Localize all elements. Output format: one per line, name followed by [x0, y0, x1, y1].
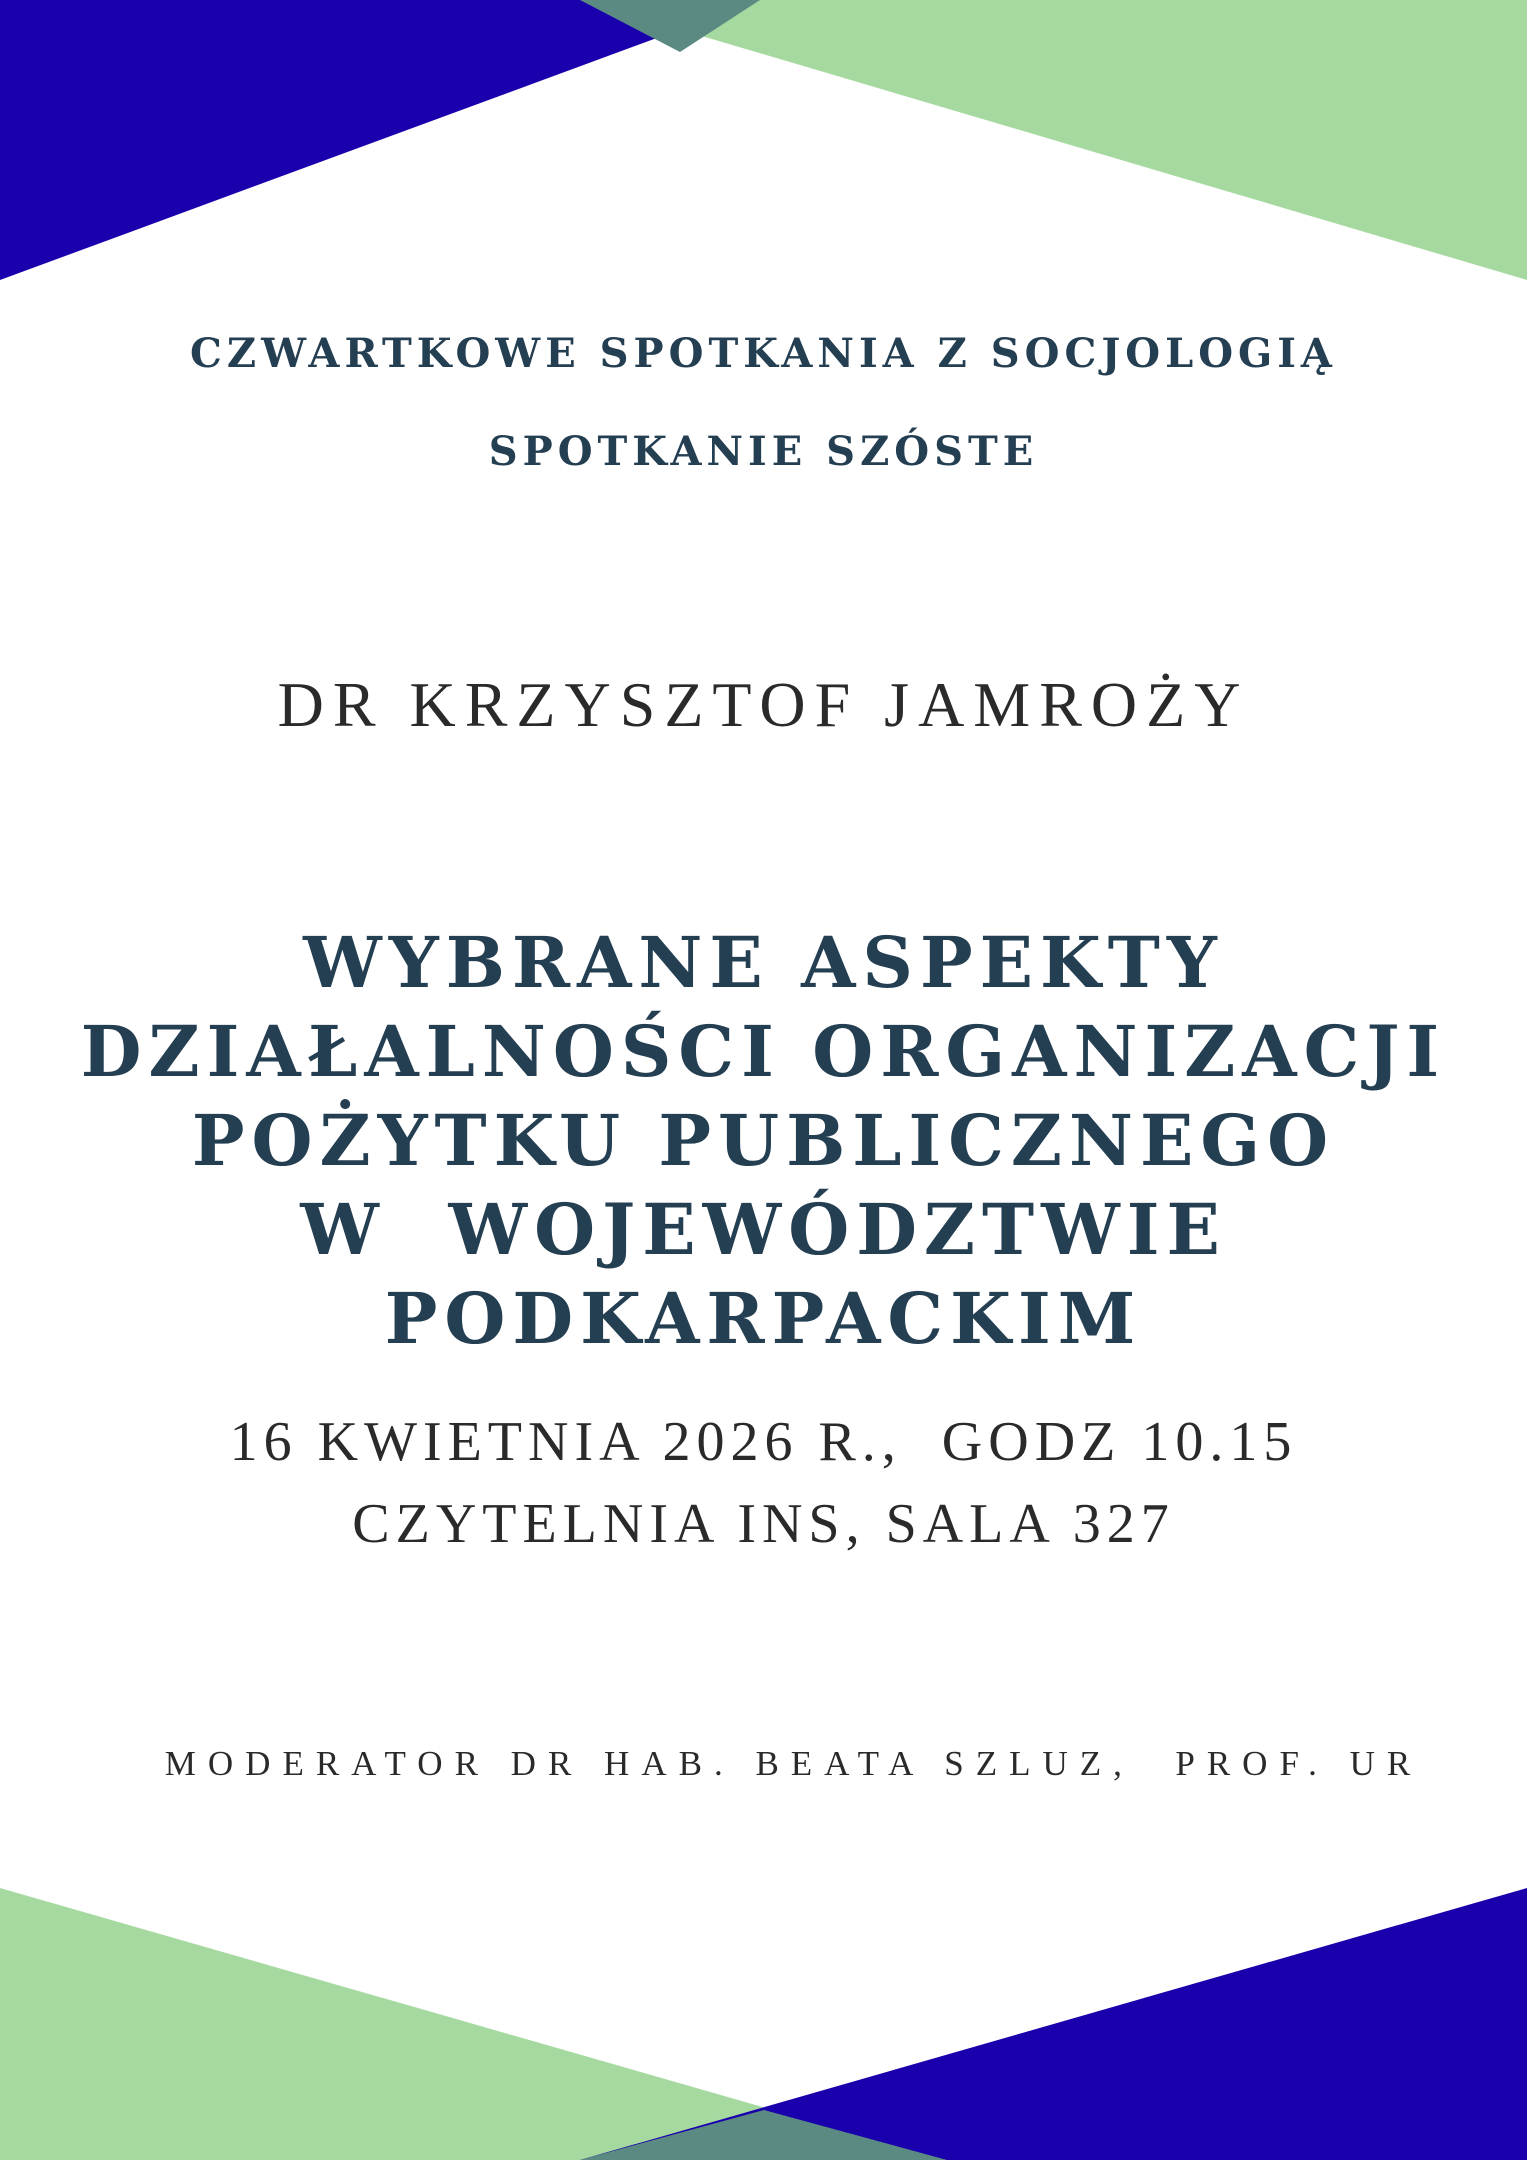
lecture-title	[0, 918, 1527, 1363]
top-left-navy-triangle	[0, 0, 760, 280]
title-line: WYBRANE ASPEKTY	[303, 921, 1224, 1004]
moderator-line: MODERATOR DR HAB. BEATA SZLUZ, PROF. UR	[164, 1744, 1423, 1783]
speaker-name: DR KRZYSZTOF JAMROŻY	[277, 669, 1250, 740]
event-location: CZYTELNIA INS, SALA 327	[352, 1493, 1175, 1555]
meeting-number: SPOTKANIE SZÓSTE	[488, 428, 1039, 475]
title-line: DZIAŁALNOŚCI ORGANIZACJI	[80, 1010, 1447, 1093]
event-date-time: 16 KWIETNIA 2026 R., GODZ 10.15	[229, 1411, 1298, 1473]
title-line: POŻYTKU PUBLICZNEGO	[191, 1099, 1336, 1182]
title-line: W WOJEWÓDZTWIE	[300, 1188, 1227, 1271]
top-right-green-triangle	[580, 0, 1527, 280]
title-line: PODKARPACKIM	[384, 1277, 1143, 1360]
series-heading: CZWARTKOWE SPOTKANIA Z SOCJOLOGIĄ	[190, 330, 1337, 377]
